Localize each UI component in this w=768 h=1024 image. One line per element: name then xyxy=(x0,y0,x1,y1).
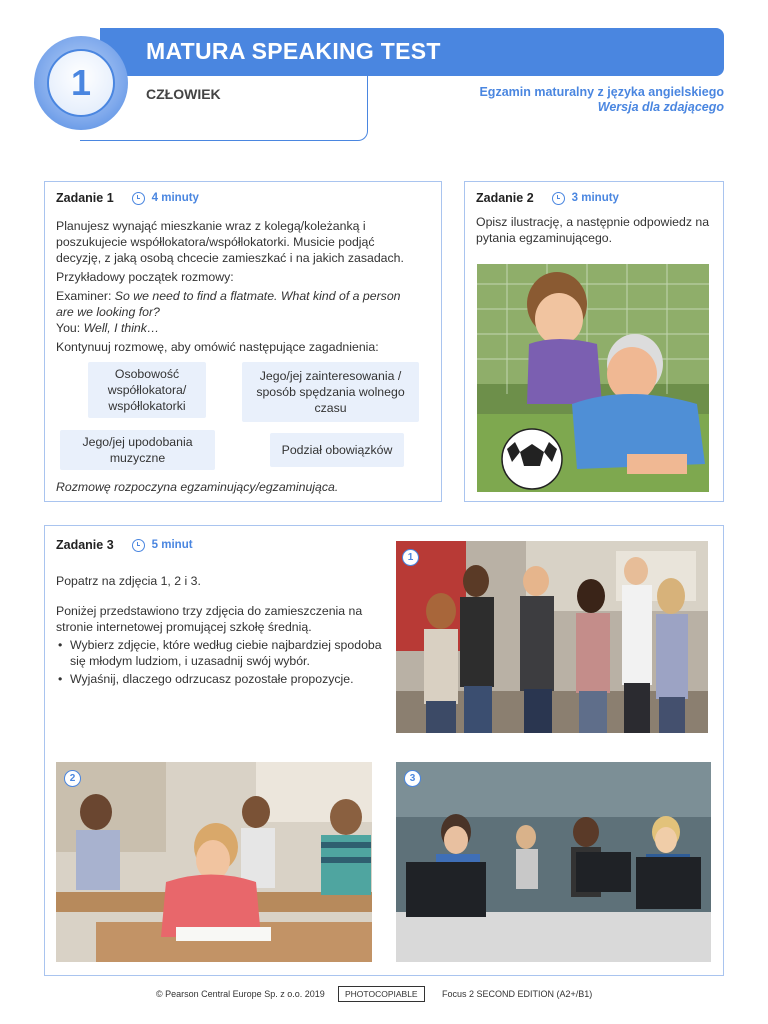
exam-title: Egzamin maturalny z języka angielskiego xyxy=(479,85,724,99)
task3-bullet: • Wyjaśnij, dlaczego odrzucasz pozostałe propozycje. xyxy=(56,671,386,687)
task1-para1: Planujesz wynająć mieszkanie wraz z kolegą/koleżanką i poszukujecie współlokatora/współlokatorki. Musicie podjąć decyzję, z jaką osobą chcecie zamieszkać i na jakich zasadach. xyxy=(56,219,404,265)
task1-para3: Kontynuuj rozmowę, aby omówić następujące zagadnienia: xyxy=(56,340,379,354)
photo-2-students-writing-test xyxy=(56,762,372,962)
clock-icon xyxy=(132,539,145,552)
task1-closing: Rozmowę rozpoczyna egzaminujący/egzaminująca. xyxy=(56,480,339,494)
unit-number-badge: 1 xyxy=(47,49,115,117)
photo-number-badge: 1 xyxy=(402,549,419,566)
examiner-label: Examiner: xyxy=(56,289,112,303)
task3-time: 5 minut xyxy=(151,539,193,551)
you-label: You: xyxy=(56,321,81,335)
page-subtitle: CZŁOWIEK xyxy=(146,86,221,102)
photo-boy-grandfather-football xyxy=(477,264,709,492)
photo-1-students-corridor xyxy=(396,541,708,733)
task3-bullet: • Wybierz zdjęcie, które według ciebie najbardziej spodoba się młodym ludziom, i uzasadnij swój wybór. xyxy=(56,637,386,669)
photo-number-badge: 2 xyxy=(64,770,81,787)
task1-title: Zadanie 1 xyxy=(56,191,114,205)
task1-time: 4 minuty xyxy=(151,192,199,204)
task1-header xyxy=(56,191,199,205)
clock-icon xyxy=(552,192,565,205)
page-title: MATURA SPEAKING TEST xyxy=(146,38,441,64)
task2-instructions: Opisz ilustrację, a następnie odpowiedz na pytania egzaminującego. xyxy=(476,215,710,245)
task1-examiner xyxy=(56,288,418,320)
examiner-line: So we need to find a flatmate. What kind of a person are we looking for? xyxy=(56,289,401,319)
task1-instructions xyxy=(56,218,418,355)
task3-title: Zadanie 3 xyxy=(56,538,114,552)
task2-header xyxy=(476,191,619,205)
footer-photocopiable: PHOTOCOPIABLE xyxy=(338,986,425,1002)
task3-para1: Popatrz na zdjęcia 1, 2 i 3. xyxy=(56,574,201,588)
photo-number-badge: 3 xyxy=(404,770,421,787)
topic-music: Jego/jej upodobania muzyczne xyxy=(60,430,215,470)
footer-copyright: © Pearson Central Europe Sp. z o.o. 2019 xyxy=(156,989,325,999)
task2-title: Zadanie 2 xyxy=(476,191,534,205)
task3-bullet-list xyxy=(56,637,386,687)
clock-icon xyxy=(132,192,145,205)
task1-para2: Przykładowy początek rozmowy: xyxy=(56,270,234,284)
exam-version: Wersja dla zdającego xyxy=(597,100,724,114)
task1-you xyxy=(56,320,418,336)
topic-interests: Jego/jej zainteresowania / sposób spędzania wolnego czasu xyxy=(242,362,419,422)
photo-3-students-computer-lab xyxy=(396,762,711,962)
task3-instructions xyxy=(56,573,386,689)
topic-personality: Osobowość współlokatora/ współlokatorki xyxy=(88,362,206,418)
you-line: Well, I think… xyxy=(83,321,160,335)
task3-para2: Poniżej przedstawiono trzy zdjęcia do zamieszczenia na stronie internetowej promującej szkołę średnią. xyxy=(56,604,363,634)
task3-header xyxy=(56,538,193,552)
task2-time: 3 minuty xyxy=(571,192,619,204)
footer-edition: Focus 2 SECOND EDITION (A2+/B1) xyxy=(442,989,593,999)
topic-chores: Podział obowiązków xyxy=(270,433,404,467)
